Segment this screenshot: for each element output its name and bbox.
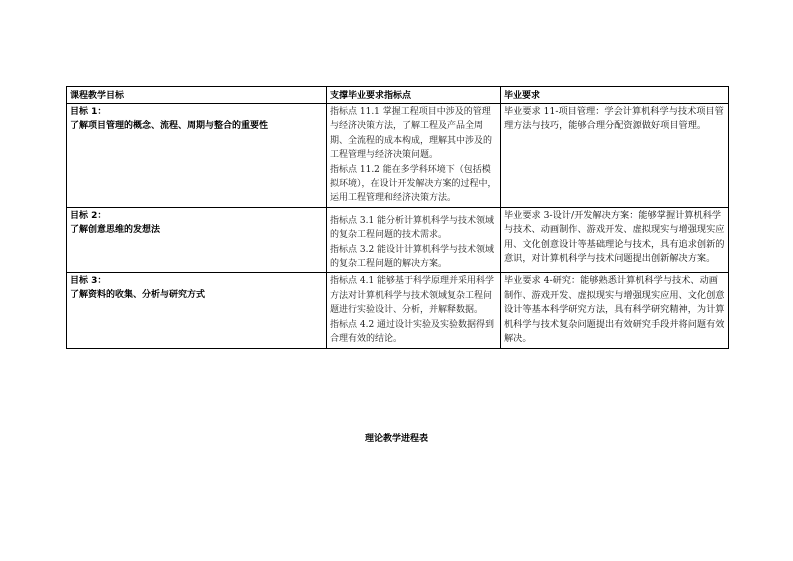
indicator-text: 指标点 4.1 能够基于科学原理并采用科学方法对计算机科学与技术领域复杂工程问题进行实验设计、分析，并解释数据。 xyxy=(330,276,495,316)
goal-title: 目标 2： xyxy=(70,210,107,221)
table-row xyxy=(67,104,729,208)
requirement-cell xyxy=(501,273,729,348)
indicator-cell xyxy=(327,104,501,208)
indicator-text: 指标点 11.1 掌握工程项目中涉及的管理与经济决策方法，了解工程及产品全周期、全流程的成本构成，理解其中涉及的工程管理与经济决策问题。 xyxy=(330,107,493,161)
indicator-text: 指标点 11.2 能在多学科环境下（包括模拟环境），在设计开发解决方案的过程中，运用工程管理和经济决策方法。 xyxy=(330,164,497,204)
goal-cell xyxy=(67,207,327,273)
goal-description: 了解资料的收集、分析与研究方式 xyxy=(70,290,206,301)
requirement-cell xyxy=(501,104,729,208)
goal-title: 目标 3： xyxy=(70,276,107,287)
requirement-text: 毕业要求 11-项目管理：学会计算机科学与技术项目管理方法与技巧，能够合理分配资源做好项目管理。 xyxy=(504,106,724,132)
header-course-objective: 课程教学目标 xyxy=(67,87,327,104)
goal-cell xyxy=(67,104,327,208)
goal-description: 了解创意思维的发想法 xyxy=(70,224,161,235)
header-requirement: 毕业要求 xyxy=(501,87,729,104)
requirement-text: 毕业要求 3-设计/开发解决方案：能够掌握计算机科学与技术、动画制作、游戏开发、虚拟现实与增强现实应用、文化创意设计等基础理论与技术，具有追求创新的意识，对计算机科学与技术问题提出创新解决方案。 xyxy=(504,209,725,265)
table-header-row xyxy=(67,87,729,104)
indicator-text: 指标点 3.1 能分析计算机科学与技术领域的复杂工程问题的技术需求。 xyxy=(330,215,495,241)
indicator-cell xyxy=(327,273,501,348)
indicator-cell xyxy=(327,207,501,273)
indicator-text: 指标点 4.2 通过设计实验及实验数据得到合理有效的结论。 xyxy=(330,319,495,345)
objectives-table xyxy=(66,86,729,349)
section-caption: 理论教学进程表 xyxy=(364,434,428,444)
requirement-text: 毕业要求 4-研究：能够熟悉计算机科学与技术、动画制作、游戏开发、虚拟现实与增强现实应用、文化创意设计等基本科学研究方法，具有科学研究精神，为计算机科学与技术复杂问题提出有效研究手段并将问题有效解决。 xyxy=(504,275,725,345)
requirement-cell xyxy=(501,207,729,273)
table-row xyxy=(67,207,729,273)
table-row xyxy=(67,273,729,348)
indicator-text: 指标点 3.2 能设计计算机科学与技术领域的复杂工程问题的解决方案。 xyxy=(330,244,495,270)
goal-description: 了解项目管理的概念、流程、周期与整合的重要性 xyxy=(70,121,269,131)
goal-title: 目标 1： xyxy=(70,107,107,117)
goal-cell xyxy=(67,273,327,348)
header-indicators: 支撑毕业要求指标点 xyxy=(327,87,501,104)
